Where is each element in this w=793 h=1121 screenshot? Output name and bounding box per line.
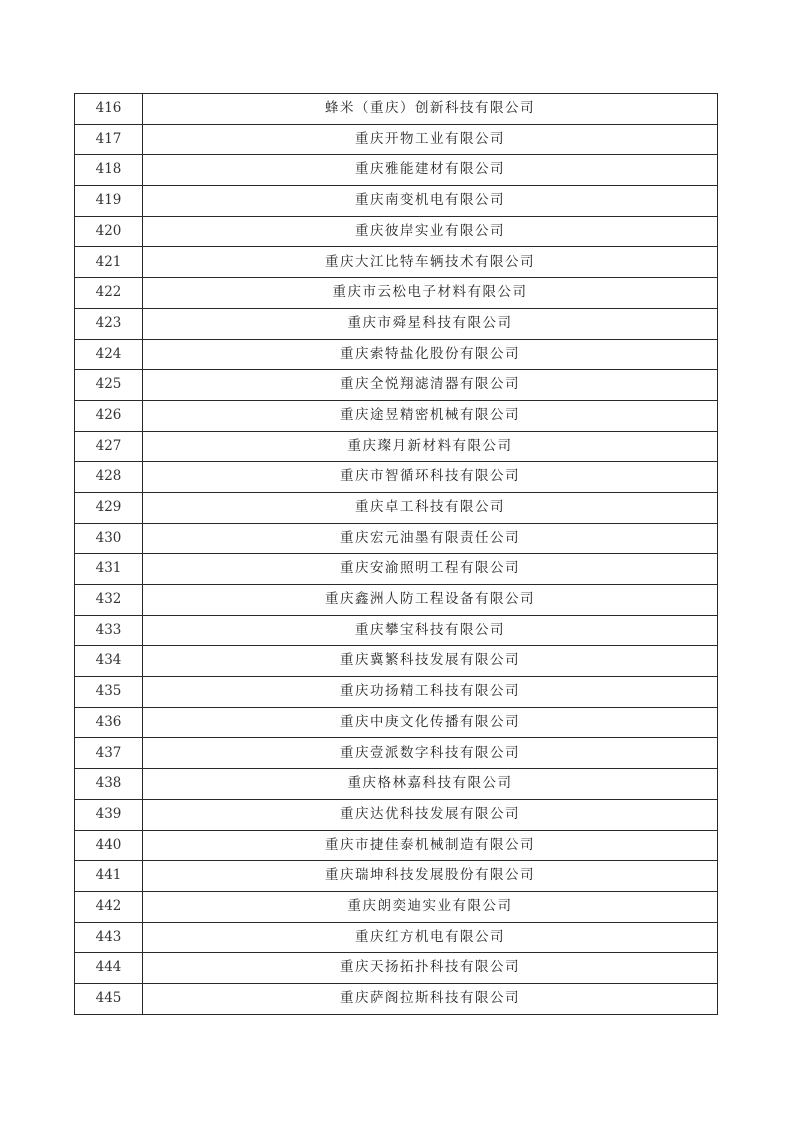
- company-name: 重庆天扬拓扑科技有限公司: [143, 953, 718, 984]
- row-number: 440: [75, 830, 143, 861]
- row-number: 435: [75, 677, 143, 708]
- row-number: 426: [75, 400, 143, 431]
- table-row: [75, 339, 718, 370]
- table-row: [75, 462, 718, 493]
- company-name: 重庆格林嘉科技有限公司: [143, 769, 718, 800]
- table-row: [75, 615, 718, 646]
- company-name: 重庆全悦翔滤清器有限公司: [143, 370, 718, 401]
- row-number: 433: [75, 615, 143, 646]
- table-row: [75, 922, 718, 953]
- row-number: 428: [75, 462, 143, 493]
- table-row: [75, 830, 718, 861]
- company-name: 重庆红方机电有限公司: [143, 922, 718, 953]
- table-row: [75, 124, 718, 155]
- company-name: 重庆途昱精密机械有限公司: [143, 400, 718, 431]
- row-number: 434: [75, 646, 143, 677]
- table-row: [75, 492, 718, 523]
- company-name: 重庆雅能建材有限公司: [143, 155, 718, 186]
- row-number: 432: [75, 585, 143, 616]
- table-row: [75, 677, 718, 708]
- company-name: 重庆功扬精工科技有限公司: [143, 677, 718, 708]
- company-name: 重庆市云松电子材料有限公司: [143, 278, 718, 309]
- row-number: 444: [75, 953, 143, 984]
- row-number: 437: [75, 738, 143, 769]
- table-row: [75, 891, 718, 922]
- table-row: [75, 861, 718, 892]
- company-name: 重庆宏元油墨有限责任公司: [143, 523, 718, 554]
- company-name: 重庆市舜星科技有限公司: [143, 308, 718, 339]
- row-number: 438: [75, 769, 143, 800]
- row-number: 418: [75, 155, 143, 186]
- company-name: 重庆鑫洲人防工程设备有限公司: [143, 585, 718, 616]
- table-row: [75, 707, 718, 738]
- company-name: 重庆瑞坤科技发展股份有限公司: [143, 861, 718, 892]
- row-number: 416: [75, 94, 143, 125]
- table-row: [75, 431, 718, 462]
- row-number: 419: [75, 186, 143, 217]
- row-number: 429: [75, 492, 143, 523]
- table-row: [75, 983, 718, 1014]
- company-name: 重庆冀繁科技发展有限公司: [143, 646, 718, 677]
- row-number: 431: [75, 554, 143, 585]
- company-name: 重庆市智循环科技有限公司: [143, 462, 718, 493]
- row-number: 442: [75, 891, 143, 922]
- table-row: [75, 769, 718, 800]
- company-name: 重庆壹派数字科技有限公司: [143, 738, 718, 769]
- table-row: [75, 247, 718, 278]
- table-row: [75, 155, 718, 186]
- row-number: 445: [75, 983, 143, 1014]
- row-number: 443: [75, 922, 143, 953]
- table-row: [75, 308, 718, 339]
- table-row: [75, 738, 718, 769]
- company-name: 重庆市捷佳泰机械制造有限公司: [143, 830, 718, 861]
- table-row: [75, 370, 718, 401]
- table-row: [75, 799, 718, 830]
- company-name: 重庆安渝照明工程有限公司: [143, 554, 718, 585]
- table-row: [75, 523, 718, 554]
- company-name: 重庆大江比特车辆技术有限公司: [143, 247, 718, 278]
- table-row: [75, 554, 718, 585]
- row-number: 423: [75, 308, 143, 339]
- row-number: 436: [75, 707, 143, 738]
- row-number: 427: [75, 431, 143, 462]
- company-name: 重庆萨阁拉斯科技有限公司: [143, 983, 718, 1014]
- company-name: 重庆彼岸实业有限公司: [143, 216, 718, 247]
- table-row: [75, 646, 718, 677]
- company-name: 重庆中庚文化传播有限公司: [143, 707, 718, 738]
- table-row: [75, 186, 718, 217]
- table-row: [75, 400, 718, 431]
- row-number: 420: [75, 216, 143, 247]
- table-row: [75, 585, 718, 616]
- table-row: [75, 953, 718, 984]
- row-number: 425: [75, 370, 143, 401]
- company-name: 蜂米（重庆）创新科技有限公司: [143, 94, 718, 125]
- table-row: [75, 278, 718, 309]
- row-number: 421: [75, 247, 143, 278]
- row-number: 424: [75, 339, 143, 370]
- row-number: 439: [75, 799, 143, 830]
- table-row: [75, 94, 718, 125]
- company-name: 重庆卓工科技有限公司: [143, 492, 718, 523]
- company-list-table: [74, 93, 718, 1015]
- company-name: 重庆朗奕迪实业有限公司: [143, 891, 718, 922]
- company-name: 重庆攀宝科技有限公司: [143, 615, 718, 646]
- company-name: 重庆南变机电有限公司: [143, 186, 718, 217]
- company-name: 重庆开物工业有限公司: [143, 124, 718, 155]
- row-number: 422: [75, 278, 143, 309]
- table-row: [75, 216, 718, 247]
- row-number: 430: [75, 523, 143, 554]
- row-number: 441: [75, 861, 143, 892]
- company-name: 重庆索特盐化股份有限公司: [143, 339, 718, 370]
- company-name: 重庆璨月新材料有限公司: [143, 431, 718, 462]
- row-number: 417: [75, 124, 143, 155]
- company-name: 重庆达优科技发展有限公司: [143, 799, 718, 830]
